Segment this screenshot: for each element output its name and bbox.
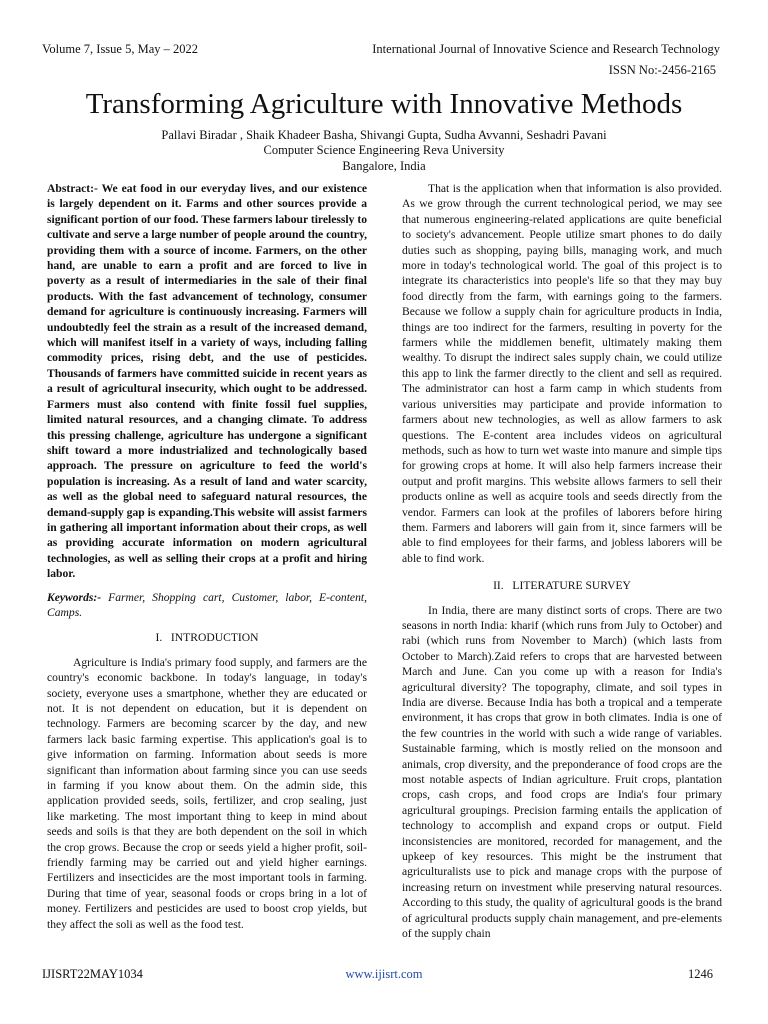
author-block [0,128,768,174]
left-column [47,181,367,932]
introduction-paragraph: Agriculture is India's primary food supply, and farmers are the country's economic backbone. In today's language, in today's society, everyone uses a smartphone, whether they are educated or not. It is not dependent on education, but it is dependent on technology. Farmers are becoming scarcer by the day, and new farmers lack basic farming expertise. This application's goal is to give information on farming. Information about seeds is more significant than information about farming since you can use seeds in farming if you know about them. On the admin side, this application provided seeds, soils, fertilizer, and crop sealing, just like marketing. The most important thing to keep in mind about seeds and soils is that they are both dependent on the soil in which the crop grows. Because the crop or seeds yield a higher profit, soil-friendly farming may be carried out and yield higher earnings. Fertilizers and insecticides are the most important tools in farming. During that time of year, seasonal foods or crops bring in a lot of money. Fertilizers and pesticides are used to boost crop yields, but they affect the soli as well as the food test. [47,655,367,931]
paper-title: Transforming Agriculture with Innovative Methods [85,88,683,120]
right-column [402,181,722,942]
issn: ISSN No:-2456-2165 [608,63,716,77]
journal-name: International Journal of Innovative Science and Research Technology [372,42,720,56]
volume-issue: Volume 7, Issue 5, May – 2022 [42,42,199,56]
introduction-continued-paragraph: That is the application when that information is also provided. As we grow through the current technological period, we may see that numerous engineering-related applications are quite beneficial to society's advancement. People utilize smart phones to do daily duties such as shopping, paying bills, managing work, and much more in today's technological world. The goal of this project is to integrate its characteristics into people's life so that they may buy food directly from the farm, with earnings going to the farmers. Because we follow a supply chain for agriculture products in India, things are too indirect for the farmers, resulting in poverty for the farmers while the middlemen benefit, ultimately making them wealthy. To disrupt the indirect sales supply chain, we could utilize this app to link the farmer directly to the client and sell as required. The administrator can host a farm camp in which students from various universities may participate and provide information to farmers about new technologies, as well as allow farmers to ask questions. The E-content area includes videos on agricultural methods, such as how to turn wet waste into manure and simple tips for growing crops at home. It will also help farmers increase their output and profit margins. This website allows farmers to sell their products online as well as acquire tools and seeds directly from the vendor. Farmers can look at the profiles of laborers before hiring them. Farmers and laborers will gain from it, since farmers will be able to find employees for their farms, and jobless laborers will be able to find work. [402,182,722,565]
affiliation: Computer Science Engineering Reva University [263,143,505,158]
authors: Pallavi Biradar , Shaik Khadeer Basha, Shivangi Gupta, Sudha Avvanni, Seshadri Pavani [161,128,607,142]
keywords [47,590,367,621]
location: Bangalore, India [342,158,426,173]
keywords-label: Keywords:- [47,590,102,604]
abstract: Abstract:- We eat food in our everyday lives, and our existence is largely dependent on it. Farms and other sources provide a significant portion of our food. These farmers labour tirelessly to cultivate and serve a large number of people around the country, providing them with a source of income. Farmers, on the other hand, are unable to earn a profit and are forced to live in poverty as a result of intermediaries in the sale of their final products. With the fast advancement of technology, consumer demand for agriculture is continuously increasing. Farmers will undoubtedly feel the strain as a result of the increased demand, which will manifest itself in a variety of ways, including falling commodity prices, rising debt, and the use of pesticides. Thousands of farmers have committed suicide in recent years as a result of agricultural insecurity, which ought to be addressed. Farmers must also contend with finite fossil fuel supplies, limited natural resources, and a changing climate. To address this pressing challenge, agriculture has undergone a significant shift toward a more industrialized and technologically based approach. The pressure on agriculture to feed the world's population is increasing. As a result of land and water scarcity, as well as the global need to safeguard natural resources, the demand-supply gap is expanding.This website will assist farmers in gathering all important information about their crops, as well as providing accurate information on modern agricultural technologies, as well as selling their crops at a profit and hiring labor. [47,182,367,581]
literature-survey-paragraph: In India, there are many distinct sorts of crops. There are two seasons in north India: kharif (which runs from July to October) and rabi (which runs from November to March) (which lasts from October to March).Zaid refers to crops that are harvested between March and June. Can you come up with a reason for India's agricultural diversity? The topography, climate, and soil types in India are diverse. Because India has both a tropical and a temperate environment, it has crops that grow in both climates. India is one of the few countries in the world with such a wide range of variables. Sustainable farming, which is mostly relied on the monsoon and animals, crop diversity, and the preponderance of food crops are the most notable aspects of Indian agriculture. Fruit crops, plantation crops, cash crops, and food crops are India's four primary agricultural groupings. Precision farming entails the application of technology to accomplish and expand crops or output. Field inconsistencies are monitored, recorded for management, and the upkeep of key resources. This might be the instrument that agriculturalists use to pick and manage crops with the purpose of increasing return on investment while preserving natural resources. According to this study, the quality of agricultural goods is the brand of agricultural products supply chain management, and pre-elements of the supply chain [402,603,722,941]
page-number: 1246 [688,967,713,981]
website-link[interactable]: www.ijisrt.com [345,967,423,981]
paper-id: IJISRT22MAY1034 [42,967,143,981]
keywords-text: Farmer, Shopping cart, Customer, labor, E-content, Camps. [47,590,367,619]
section-heading-introduction: I. INTRODUCTION [155,631,259,645]
section-heading-literature-survey: II. LITERATURE SURVEY [493,579,631,593]
